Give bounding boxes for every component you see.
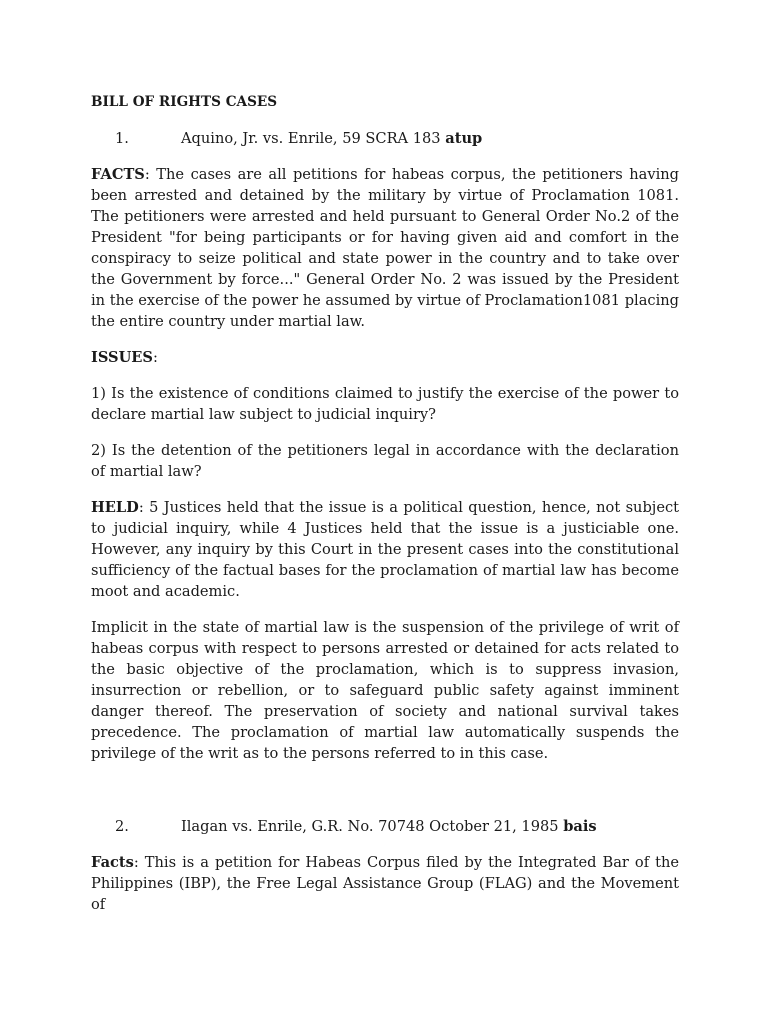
held-paragraph <box>91 497 679 602</box>
case-citation: Aquino, Jr. vs. Enrile, 59 SCRA 183 <box>181 130 441 147</box>
case-heading-1 <box>91 128 679 149</box>
held-label: HELD <box>91 499 139 516</box>
case-tag: bais <box>563 818 597 835</box>
case-tag: atup <box>445 130 483 147</box>
case-title <box>181 128 482 149</box>
issues-colon: : <box>152 349 158 366</box>
facts-text: : This is a petition for Habeas Corpus filed by the Integrated Bar of the Philippines (IBP), the Free Legal Assistance Group (FLAG) and the Movement of <box>91 854 679 913</box>
facts-text: : The cases are all petitions for habeas corpus, the petitioners having been arrested and detained by the military by virtue of Proclamation 1081. The petitioners were arrested and held pursuant to General Order No.2 of the President "for being participants or for having given aid and comfort in the conspiracy to seize political and state power in the country and to take over the Government by force..." General Order No. 2 was issued by the President in the exercise of the power he assumed by virtue of Proclamation1081 placing the entire country under martial law. <box>91 166 679 330</box>
issue-1: 1) Is the existence of conditions claimed to justify the exercise of the power to declare martial law subject to judicial inquiry? <box>91 385 679 423</box>
document-body <box>91 92 679 915</box>
issues-heading <box>91 347 679 368</box>
facts-paragraph-1 <box>91 164 679 332</box>
held-text: : 5 Justices held that the issue is a political question, hence, not subject to judicial inquiry, while 4 Justices held that the issue is a justiciable one. However, any inquiry by this Court in the present cases into the constitutional sufficiency of the factual bases for the proclamation of martial law has become moot and academic. <box>91 499 679 600</box>
document-title: BILL OF RIGHTS CASES <box>91 94 278 110</box>
issue-2: 2) Is the detention of the petitioners legal in accordance with the declaration of martial law? <box>91 442 679 480</box>
held-paragraph-2: Implicit in the state of martial law is the suspension of the privilege of writ of habeas corpus with respect to persons arrested or detained for acts related to the basic objective of the proclamation, which is to suppress invasion, insurrection or rebellion, or to safeguard public safety against imminent danger thereof. The preservation of society and national survival takes precedence. The proclamation of martial law automatically suspends the privilege of the writ as to the persons referred to in this case. <box>91 619 679 762</box>
case-title <box>181 816 597 837</box>
case-citation: Ilagan vs. Enrile, G.R. No. 70748 October 21, 1985 <box>181 818 559 835</box>
case-number: 2. <box>115 818 129 835</box>
case-number: 1. <box>115 130 129 147</box>
case-heading-2 <box>91 816 679 837</box>
facts-label: FACTS <box>91 166 145 183</box>
facts-paragraph-2 <box>91 852 679 915</box>
issues-label: ISSUES <box>91 349 153 366</box>
facts-label: Facts <box>91 854 134 871</box>
